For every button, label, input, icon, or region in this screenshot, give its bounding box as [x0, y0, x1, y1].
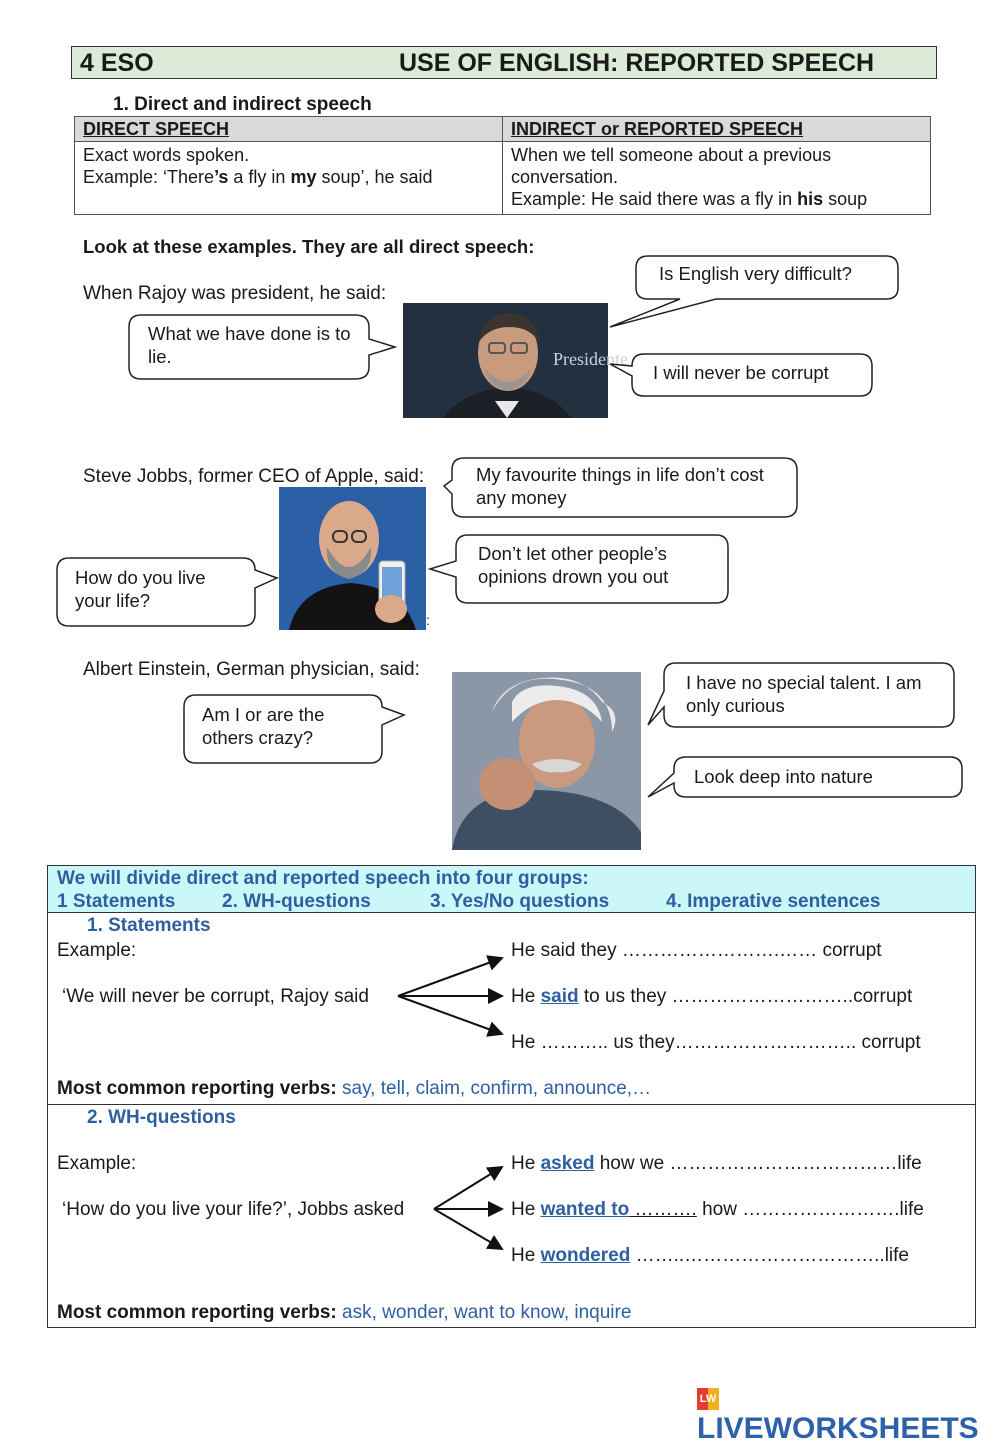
groups-intro: We will divide direct and reported speech into four groups: [57, 868, 589, 889]
rajoy-bubble-left: What we have done is to lie. [127, 313, 397, 383]
indirect-example: Example: He said there was a fly in his soup [511, 189, 868, 209]
speech-comparison-table [74, 116, 931, 215]
einstein-bubble-left: Am I or are the others crazy? [182, 693, 407, 765]
rajoy-bubble-top: Is English very difficult? [610, 254, 900, 330]
statement-line-2: He said to us they ………………………..corrupt [511, 986, 913, 1007]
jobs-portrait [279, 487, 426, 630]
direct-speech-cell [75, 142, 503, 215]
section-1-title: 1. Direct and indirect speech [113, 94, 372, 115]
einstein-portrait [452, 672, 641, 850]
statements-example-label: Example: [57, 940, 137, 961]
examples-intro: Look at these examples. They are all direct speech: [83, 236, 535, 257]
worksheet-header [71, 46, 937, 79]
statement-line-1: He said they …………………….…… corrupt [511, 940, 882, 961]
statements-arrows [390, 950, 510, 1040]
stray-colon: : [426, 612, 430, 628]
wh-line-3: He wondered ……..…………………………..life [511, 1245, 909, 1266]
indirect-speech-cell [503, 142, 931, 215]
group-wh-questions: 2. WH-questions [222, 891, 371, 912]
group-yes-no-questions: 3. Yes/No questions [430, 891, 610, 912]
einstein-bubble-top: I have no special talent. I am only curious [648, 661, 958, 731]
direct-speech-header: DIRECT SPEECH [75, 117, 503, 142]
statements-reporting-verbs: Most common reporting verbs: say, tell, claim, confirm, announce,… [57, 1078, 652, 1099]
wh-source: ‘How do you live your life?’, Jobbs asked [62, 1199, 405, 1220]
indirect-speech-header: INDIRECT or REPORTED SPEECH [503, 117, 931, 142]
groups-banner [47, 865, 976, 913]
rajoy-portrait [403, 303, 628, 418]
rajoy-bubble-right: I will never be corrupt [610, 352, 876, 400]
jobs-photo [279, 487, 426, 630]
liveworksheets-logo: LWLIVEWORKSHEETS [697, 1378, 1000, 1446]
indirect-definition: When we tell someone about a previous conversation. [511, 145, 832, 187]
statement-line-3: He ……….. us they……………………….. corrupt [511, 1032, 921, 1053]
einstein-intro: Albert Einstein, German physician, said: [83, 659, 420, 680]
worksheet-title: USE OF ENGLISH: REPORTED SPEECH [399, 49, 875, 77]
statements-source: ‘We will never be corrupt, Rajoy said [62, 986, 369, 1007]
jobs-bubble-left: How do you live your life? [55, 556, 280, 630]
jobs-bubble-mid: Don’t let other people’s opinions drown you out [430, 533, 730, 605]
jobs-bubble-top: My favourite things in life don’t cost any money [450, 456, 800, 520]
wh-arrows [428, 1163, 508, 1253]
logo-icon: LW [697, 1388, 719, 1410]
rajoy-photo [403, 303, 628, 418]
group-statements: 1 Statements [57, 891, 176, 912]
wh-line-1: He asked how we ………………………………life [511, 1153, 922, 1174]
svg-text:Presidente: Presidente [553, 349, 628, 369]
direct-definition: Exact words spoken. [83, 145, 250, 165]
wh-line-2: He wanted to ………. how …………………….life [511, 1199, 924, 1220]
jobs-intro: Steve Jobbs, former CEO of Apple, said: [83, 466, 425, 487]
group-imperative: 4. Imperative sentences [666, 891, 881, 912]
wh-example-label: Example: [57, 1153, 137, 1174]
rajoy-intro: When Rajoy was president, he said: [83, 283, 387, 304]
einstein-photo [452, 672, 641, 850]
statements-title: 1. Statements [87, 915, 211, 936]
wh-reporting-verbs: Most common reporting verbs: ask, wonder, want to know, inquire [57, 1302, 632, 1323]
grade-label: 4 ESO [80, 49, 154, 77]
einstein-bubble-bottom: Look deep into nature [648, 755, 964, 799]
direct-example: Example: ‘There’s a fly in my soup’, he said [83, 167, 433, 187]
wh-questions-title: 2. WH-questions [87, 1107, 236, 1128]
